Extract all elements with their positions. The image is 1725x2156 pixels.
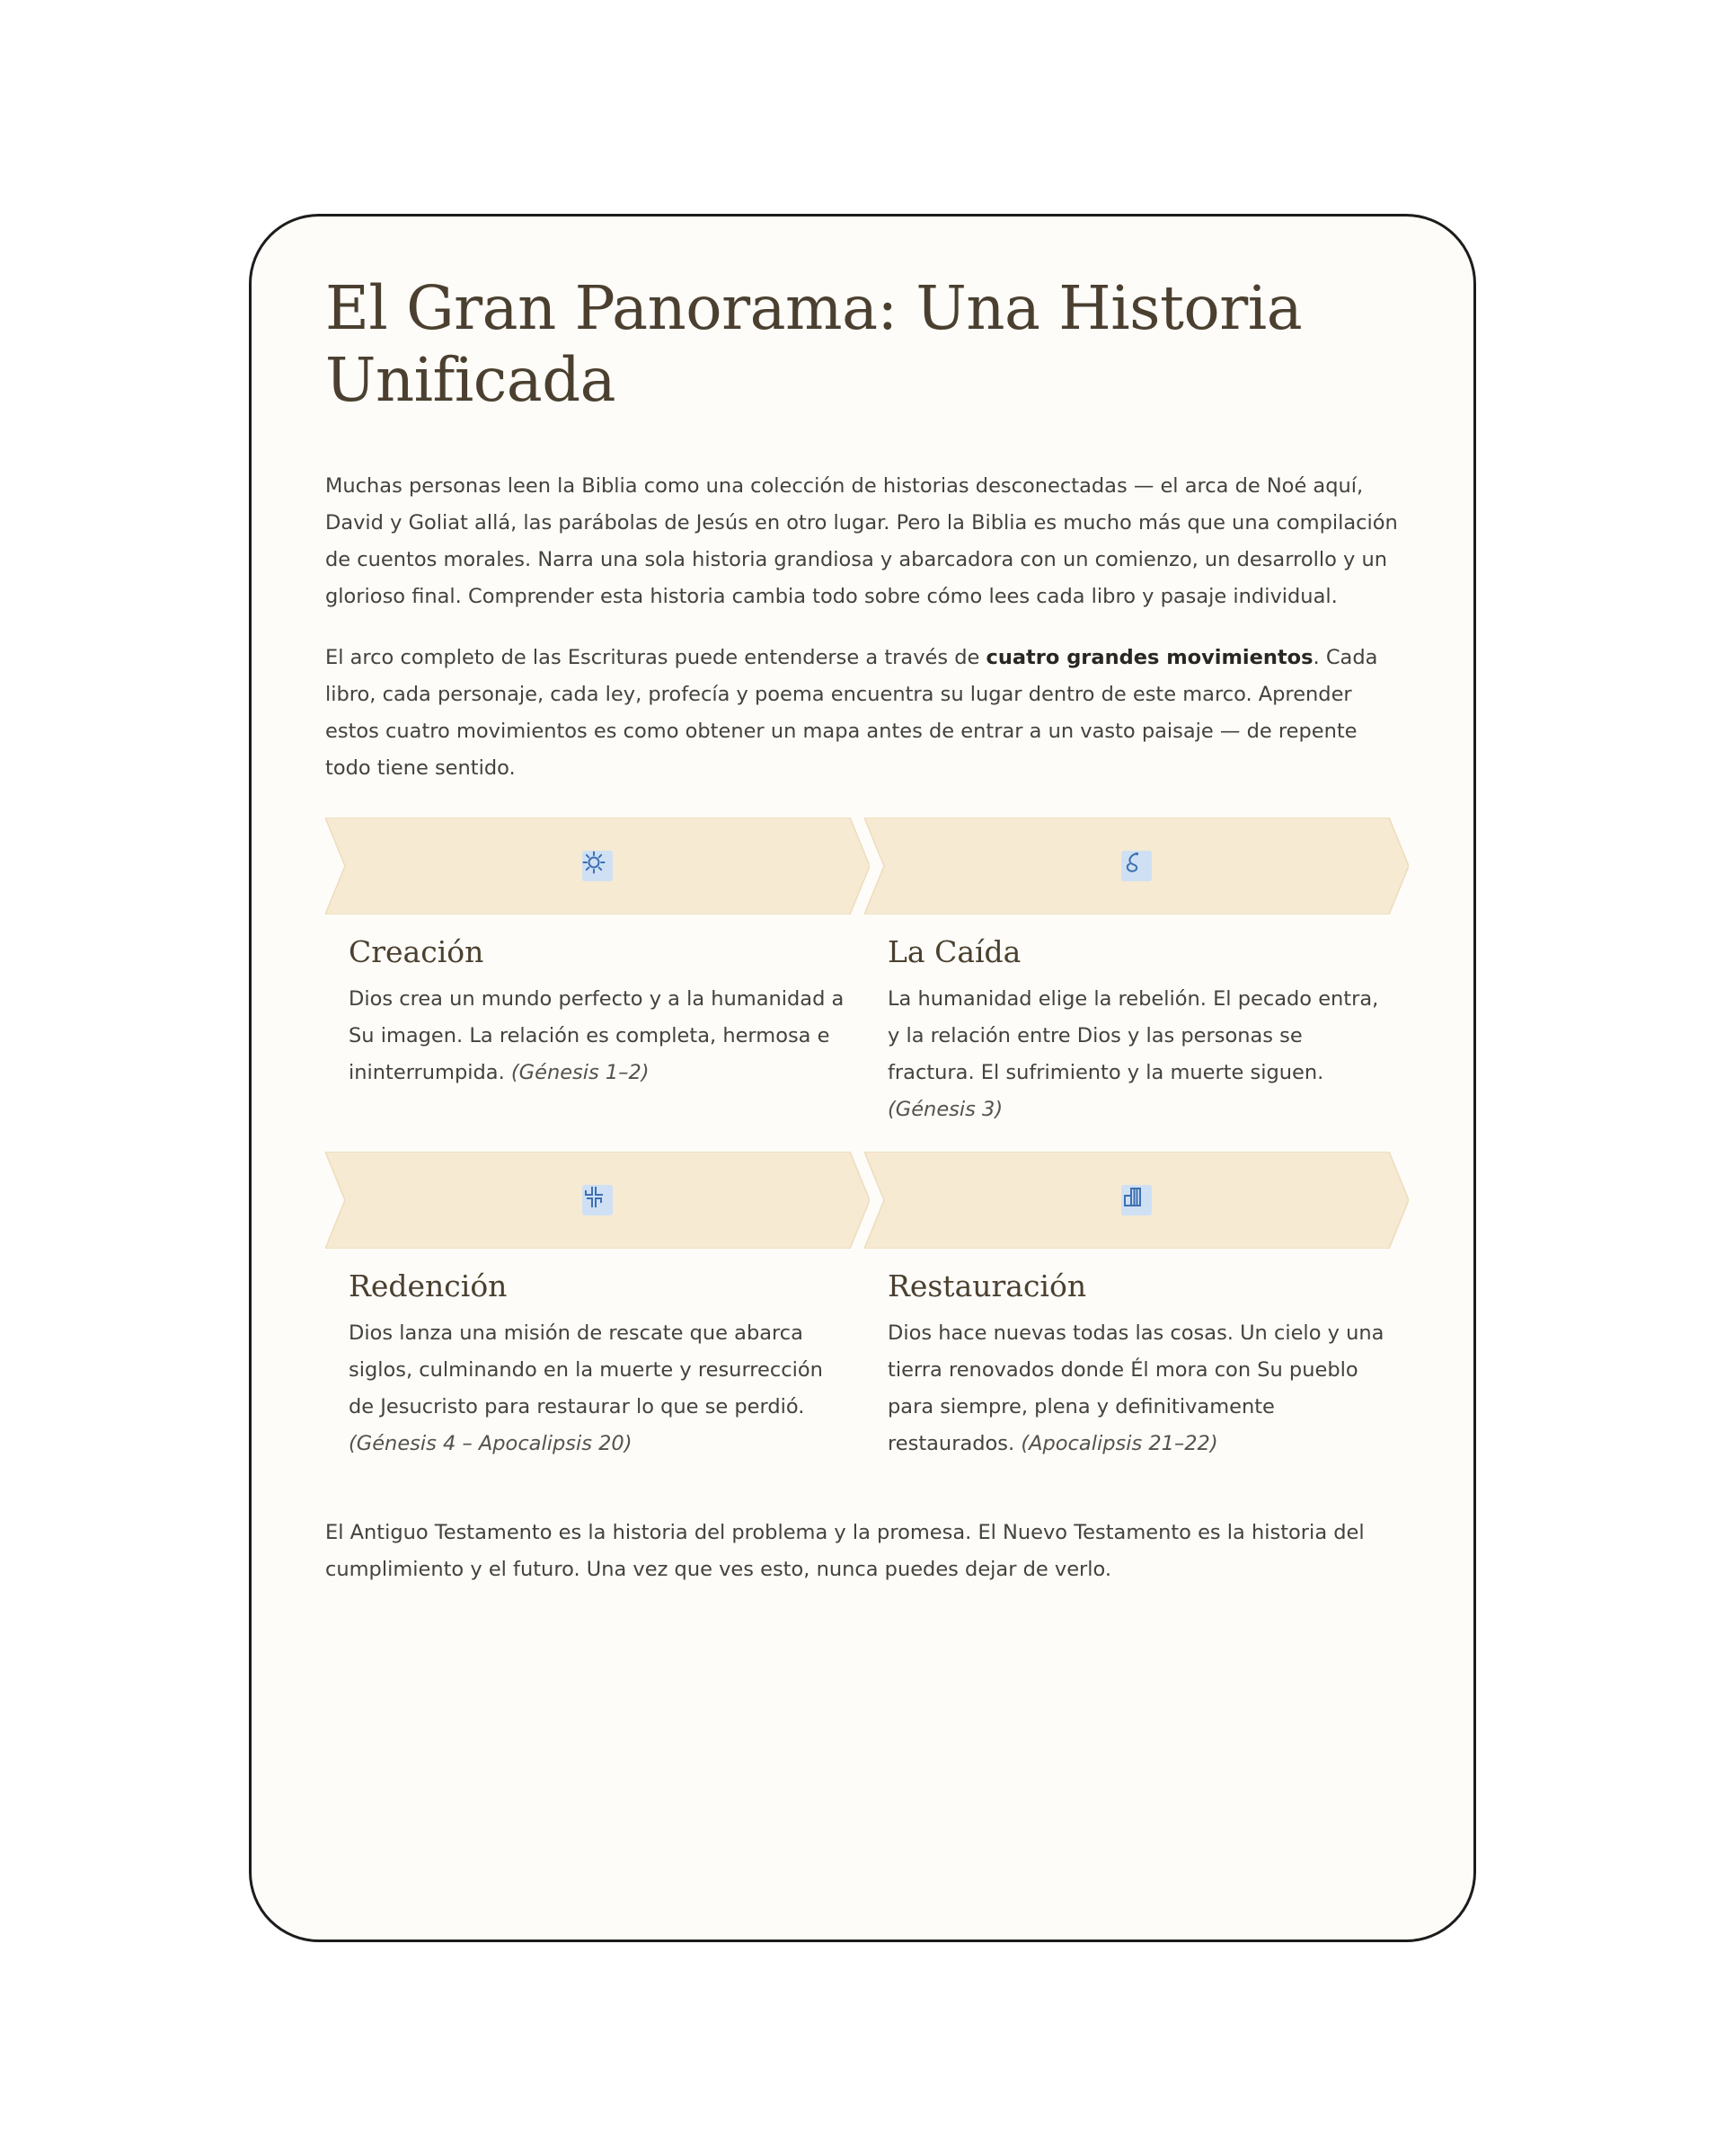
movements-grid xyxy=(325,817,1403,1462)
movement-text xyxy=(864,934,1403,1128)
movement-body: Dios crea un mundo perfecto y a la humanidad a Su imagen. La relación es completa, hermosa e ininterrumpida. xyxy=(349,987,845,1084)
movement-description xyxy=(349,981,854,1091)
movement-title: Restauración xyxy=(888,1268,1087,1303)
movement-fall xyxy=(864,817,1403,1128)
movement-restoration xyxy=(864,1152,1403,1462)
movement-body: Dios hace nuevas todas las cosas. Un cielo y una tierra renovados donde Él mora con Su pueblo para siempre, plena y definitivamente restaurados. xyxy=(888,1321,1384,1455)
scripture-reference: (Génesis 3) xyxy=(888,1098,1004,1121)
chevron-banner xyxy=(864,1152,1409,1249)
sun-icon xyxy=(582,851,613,881)
movement-text xyxy=(325,934,864,1091)
chevron-banner xyxy=(864,817,1409,915)
document-frame xyxy=(249,214,1476,1942)
intro-paragraph-1: Muchas personas leen la Biblia como una colección de historias desconectadas — el arca de Noé aquí, David y Goliat allá, las parábolas de Jesús en otro lugar. Pero la Biblia es mucho más que una compilación de cuentos morales. Narra una sola historia grandiosa y abarcadora con un comienzo, un desarrollo y un glorioso final. Comprender esta historia cambia todo sobre cómo lees cada libro y pasaje individual. xyxy=(325,474,1398,608)
movement-creation xyxy=(325,817,864,1128)
movement-title: Creación xyxy=(349,934,484,969)
scripture-reference: (Apocalipsis 21–22) xyxy=(1021,1432,1218,1455)
chevron-banner xyxy=(325,1152,870,1249)
intro-p2-emphasis: cuatro grandes movimientos xyxy=(986,646,1314,669)
closing-paragraph: El Antiguo Testamento es la historia del problema y la promesa. El Nuevo Testamento es la historia del cumplimiento y el futuro. Una vez que ves esto, nunca puedes dejar de verlo. xyxy=(325,1521,1365,1581)
movement-text xyxy=(325,1268,864,1462)
movement-body: Dios lanza una misión de rescate que abarca siglos, culminando en la muerte y resurrección de Jesucristo para restaurar lo que se perdió. xyxy=(349,1321,823,1418)
intro-p2-start: El arco completo de las Escrituras puede entenderse a través de xyxy=(325,646,986,669)
serpent-icon xyxy=(1121,851,1152,881)
movement-title: Redención xyxy=(349,1268,508,1303)
document-content xyxy=(325,272,1403,1588)
city-icon xyxy=(1121,1185,1152,1215)
scripture-reference: (Génesis 4 – Apocalipsis 20) xyxy=(349,1432,632,1455)
cross-icon xyxy=(582,1185,613,1215)
movement-text xyxy=(864,1268,1403,1462)
movement-title: La Caída xyxy=(888,934,1022,969)
movement-description xyxy=(888,1315,1393,1462)
movement-description xyxy=(349,1315,854,1462)
intro-p2-end: . Cada libro, cada personaje, cada ley, profecía y poema encuentra su lugar dentro de este marco. Aprender estos cuatro movimientos es como obtener un mapa antes de entrar a un vasto paisaje — de repente todo tiene sentido. xyxy=(325,646,1378,780)
chevron-banner xyxy=(325,817,870,915)
movement-body: La humanidad elige la rebelión. El pecado entra, y la relación entre Dios y las personas se fractura. El sufrimiento y la muerte siguen. xyxy=(888,987,1379,1084)
scripture-reference: (Génesis 1–2) xyxy=(510,1061,650,1084)
movement-description xyxy=(888,981,1393,1128)
page-title: El Gran Panorama: Una Historia Unificada xyxy=(325,273,1303,415)
movement-redemption xyxy=(325,1152,864,1462)
intro-paragraph-2 xyxy=(325,640,1403,787)
